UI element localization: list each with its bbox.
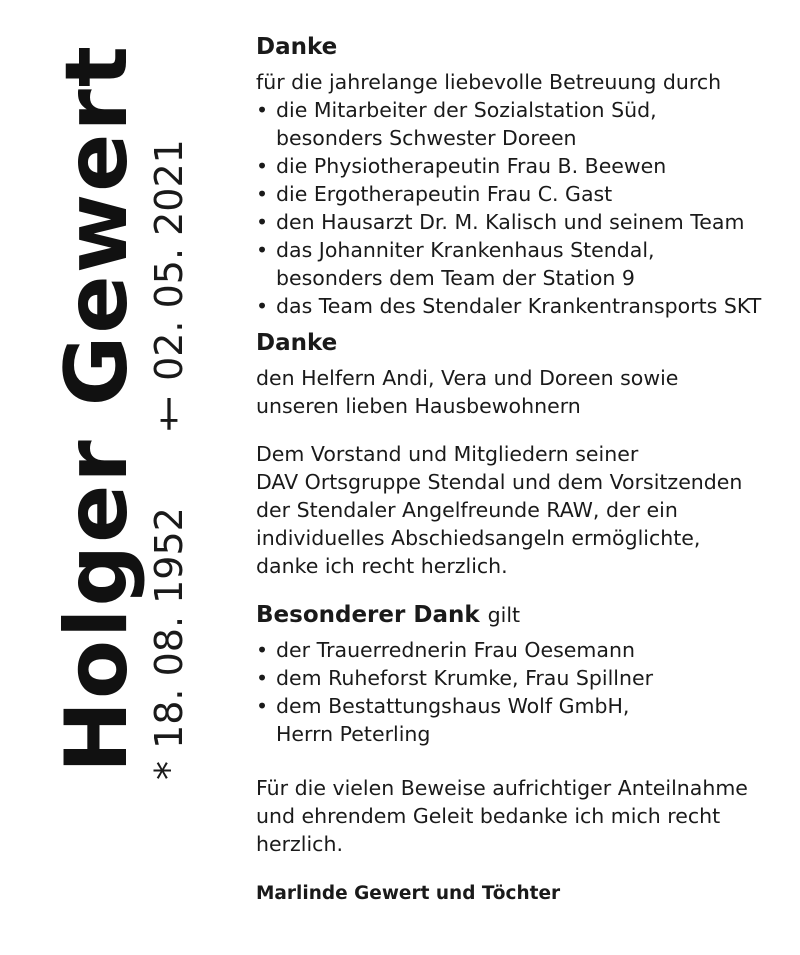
- list-item-text: die Mitarbeiter der Sozialstation Süd, besonders Schwester Doreen: [276, 98, 657, 150]
- section2-heading: Danke: [256, 330, 338, 356]
- section3-heading: [256, 600, 786, 630]
- birth-date: * 18. 08. 1952: [147, 507, 191, 780]
- section3-list: [256, 636, 786, 748]
- deceased-name: Holger Gewert: [47, 44, 147, 773]
- section1-heading: Danke: [256, 34, 338, 60]
- list-item: [256, 180, 786, 208]
- list-item-text: das Johanniter Krankenhaus Stendal, besonders dem Team der Station 9: [276, 238, 655, 290]
- life-dates: [147, 139, 191, 780]
- section3-heading-suffix: gilt: [487, 603, 521, 627]
- list-item-text: die Physiotherapeutin Frau B. Beewen: [276, 154, 667, 178]
- name-block: [20, 44, 230, 780]
- list-item-text: dem Bestattungshaus Wolf GmbH, Herrn Peterling: [276, 694, 630, 746]
- thanks-text: [256, 32, 786, 908]
- list-item: [256, 208, 786, 236]
- list-item-text: die Ergotherapeutin Frau C. Gast: [276, 182, 613, 206]
- list-item: [256, 692, 786, 748]
- section1-intro: für die jahrelange liebevolle Betreuung durch: [256, 70, 722, 94]
- section3-heading-main: Besonderer Dank: [256, 602, 480, 628]
- closing-text: Für die vielen Beweise aufrichtiger Anteilnahme und ehrendem Geleit bedanke ich mich recht herzlich.: [256, 776, 748, 856]
- list-item-text: den Hausarzt Dr. M. Kalisch und seinem Team: [276, 210, 745, 234]
- list-item: [256, 152, 786, 180]
- section2-text: den Helfern Andi, Vera und Doreen sowie unseren lieben Hausbewohnern: [256, 366, 679, 418]
- list-item-text: der Trauerrednerin Frau Oesemann: [276, 638, 635, 662]
- section2-text2: Dem Vorstand und Mitgliedern seiner DAV Ortsgruppe Stendal und dem Vorsitzenden der Stendaler Angelfreunde RAW, der ein individuelles Abschiedsangeln ermöglichte, danke ich recht herzlich.: [256, 442, 743, 578]
- signature: Marlinde Gewert und Töchter: [256, 883, 561, 904]
- list-item: [256, 292, 786, 320]
- list-item: [256, 664, 786, 692]
- list-item-text: dem Ruheforst Krumke, Frau Spillner: [276, 666, 654, 690]
- list-item: [256, 236, 786, 292]
- list-item: [256, 96, 786, 152]
- list-item-text: das Team des Stendaler Krankentransports SKT: [276, 294, 762, 318]
- list-item: [256, 636, 786, 664]
- death-date: † 02. 05. 2021: [147, 139, 191, 438]
- section1-list: [256, 96, 786, 320]
